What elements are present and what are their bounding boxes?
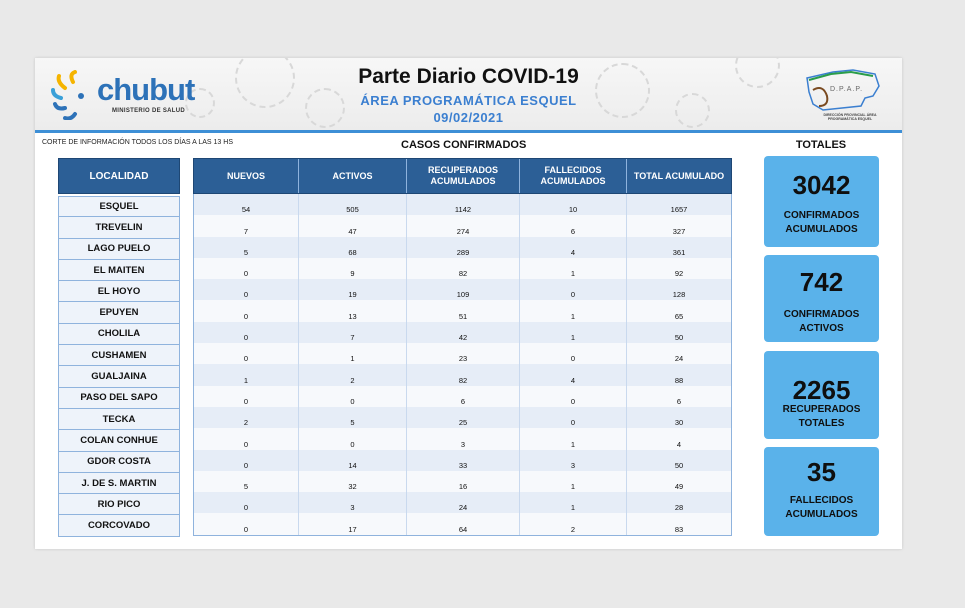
cell-total: 50: [674, 460, 684, 470]
cell-total: 49: [674, 482, 684, 492]
cell-total: 1657: [670, 205, 688, 215]
cell-recuperados: 1142: [407, 194, 520, 215]
table-row: [194, 492, 731, 513]
localidad-cell: GUALJAINA: [58, 366, 180, 387]
total-confirmados-number: 3042: [792, 170, 851, 200]
column-header-activos: ACTIVOS: [299, 159, 407, 193]
table-row: [194, 300, 731, 321]
cell-recuperados: 16: [407, 471, 520, 492]
report-page: [35, 58, 902, 549]
cell-total: 128: [672, 290, 686, 300]
cell-total: 24: [674, 354, 684, 364]
cell-activos: 5: [299, 407, 407, 428]
cell-total: 6: [676, 396, 682, 406]
localidad-cell: EL MAITEN: [58, 260, 180, 281]
localidad-cell: RIO PICO: [58, 494, 180, 515]
cell-nuevos: 0: [194, 386, 299, 407]
table-row: [194, 428, 731, 449]
total-activos-box: [764, 255, 879, 342]
cell-fallecidos: 0: [520, 386, 627, 407]
localidad-column: [58, 158, 180, 537]
total-fallecidos-label: FALLECIDOS: [789, 495, 854, 506]
cell-activos: 1: [299, 343, 407, 364]
table-row: [194, 343, 731, 364]
cell-activos: 2: [299, 364, 407, 385]
total-activos-label-2: ACTIVOS: [799, 323, 844, 334]
table-row: [194, 407, 731, 428]
total-fallecidos-number: 35: [807, 457, 836, 487]
totals-title: TOTALES: [795, 139, 847, 151]
localidad-list: [58, 196, 180, 537]
report-date: 09/02/2021: [433, 110, 504, 125]
cell-nuevos: 7: [194, 215, 299, 236]
localidad-cell: TECKA: [58, 409, 180, 430]
cell-activos: 47: [299, 215, 407, 236]
cell-recuperados: 24: [407, 492, 520, 513]
cell-recuperados: 82: [407, 258, 520, 279]
total-confirmados-label-2: ACUMULADOS: [785, 224, 858, 235]
cell-fallecidos: 4: [520, 364, 627, 385]
cell-recuperados: 64: [407, 513, 520, 534]
cell-total: 4: [676, 439, 682, 449]
cell-activos: 7: [299, 322, 407, 343]
localidad-cell: COLAN CONHUE: [58, 430, 180, 451]
cell-nuevos: 2: [194, 407, 299, 428]
cases-table-header: [193, 158, 732, 194]
cell-activos: 17: [299, 513, 407, 534]
table-row: [194, 258, 731, 279]
cell-nuevos: 0: [194, 513, 299, 534]
total-recuperados-box: [764, 351, 879, 439]
localidad-cell: CHOLILA: [58, 324, 180, 345]
cell-nuevos: 0: [194, 258, 299, 279]
cell-fallecidos: 10: [520, 194, 627, 215]
cell-total: 83: [674, 524, 684, 534]
cell-activos: 19: [299, 279, 407, 300]
cell-fallecidos: 1: [520, 322, 627, 343]
total-activos-number: 742: [799, 267, 844, 297]
table-row: [194, 450, 731, 471]
logo-subtitle: MINISTERIO DE SALUD: [112, 108, 186, 114]
cell-recuperados: 289: [407, 237, 520, 258]
cell-fallecidos: 0: [520, 343, 627, 364]
cell-nuevos: 0: [194, 492, 299, 513]
table-row: [194, 386, 731, 407]
localidad-cell: TREVELIN: [58, 217, 180, 238]
dpap-subtitle: DIRECCIÓN PROVINCIAL ÁREA PROGRAMÁTICA ESQUEL: [823, 113, 877, 121]
cell-nuevos: 0: [194, 343, 299, 364]
table-row: [194, 215, 731, 236]
cell-total: 92: [674, 269, 684, 279]
cell-nuevos: 0: [194, 428, 299, 449]
column-header-total: TOTAL ACUMULADO: [633, 170, 725, 181]
page-title: Parte Diario COVID-19: [358, 65, 579, 88]
cases-table: [193, 158, 732, 536]
column-header-nuevos: NUEVOS: [194, 159, 299, 193]
cell-nuevos: 0: [194, 300, 299, 321]
total-confirmados-label: CONFIRMADOS: [783, 210, 860, 221]
cell-recuperados: 42: [407, 322, 520, 343]
localidad-cell: J. DE S. MARTIN: [58, 473, 180, 494]
cell-fallecidos: 1: [520, 492, 627, 513]
cell-activos: 0: [299, 386, 407, 407]
localidad-cell: EPUYEN: [58, 302, 180, 323]
cell-recuperados: 51: [407, 300, 520, 321]
cell-total: 327: [672, 226, 686, 236]
total-recuperados-number: 2265: [792, 375, 851, 405]
localidad-cell: PASO DEL SAPO: [58, 388, 180, 409]
cell-total: 30: [674, 418, 684, 428]
column-header-recuperados: RECUPERADOS ACUMULADOS: [407, 159, 520, 193]
total-recuperados-label-2: TOTALES: [798, 418, 845, 429]
localidad-cell: GDOR COSTA: [58, 452, 180, 473]
cell-fallecidos: 1: [520, 258, 627, 279]
section-title: CASOS CONFIRMADOS: [401, 139, 527, 151]
report-header: [35, 58, 902, 131]
cell-fallecidos: 1: [520, 300, 627, 321]
cell-recuperados: 3: [407, 428, 520, 449]
cell-nuevos: 0: [194, 450, 299, 471]
cell-total: 28: [674, 503, 684, 513]
cell-nuevos: 5: [194, 471, 299, 492]
cell-fallecidos: 1: [520, 471, 627, 492]
total-activos-label: CONFIRMADOS: [783, 309, 860, 320]
column-header-fallecidos: FALLECIDOS ACUMULADOS: [520, 159, 627, 193]
localidad-cell: CORCOVADO: [58, 515, 180, 536]
total-fallecidos-label-2: ACUMULADOS: [785, 509, 858, 520]
cell-total: 361: [672, 247, 686, 257]
cell-total: 50: [674, 333, 684, 343]
table-row: [194, 471, 731, 492]
total-confirmados-box: [764, 156, 879, 247]
table-row: [194, 237, 731, 258]
localidad-cell: EL HOYO: [58, 281, 180, 302]
cell-activos: 0: [299, 428, 407, 449]
cell-total: 65: [674, 311, 684, 321]
localidad-cell: ESQUEL: [58, 196, 180, 217]
cell-activos: 68: [299, 237, 407, 258]
cell-recuperados: 82: [407, 364, 520, 385]
table-row: [194, 513, 731, 534]
corte-note: CORTE DE INFORMACIÓN TODOS LOS DÍAS A LAS 13 HS: [42, 139, 233, 146]
page-subtitle: ÁREA PROGRAMÁTICA ESQUEL: [360, 93, 577, 108]
cell-recuperados: 274: [407, 215, 520, 236]
cell-fallecidos: 0: [520, 279, 627, 300]
cell-nuevos: 54: [194, 194, 299, 215]
total-fallecidos-box: [764, 447, 879, 536]
cell-recuperados: 33: [407, 450, 520, 471]
table-row: [194, 322, 731, 343]
cell-activos: 505: [299, 194, 407, 215]
dpap-label: D.P.A.P.: [830, 86, 864, 93]
cell-nuevos: 0: [194, 322, 299, 343]
cell-recuperados: 23: [407, 343, 520, 364]
cell-activos: 13: [299, 300, 407, 321]
cell-fallecidos: 2: [520, 513, 627, 534]
header-divider: [35, 130, 902, 133]
cell-recuperados: 25: [407, 407, 520, 428]
cell-fallecidos: 4: [520, 237, 627, 258]
cell-fallecidos: 3: [520, 450, 627, 471]
cell-recuperados: 109: [407, 279, 520, 300]
table-row: [194, 194, 731, 215]
cell-nuevos: 1: [194, 364, 299, 385]
table-row: [194, 364, 731, 385]
cell-nuevos: 0: [194, 279, 299, 300]
cell-activos: 32: [299, 471, 407, 492]
cell-fallecidos: 0: [520, 407, 627, 428]
cell-activos: 14: [299, 450, 407, 471]
cell-total: 88: [674, 375, 684, 385]
localidad-cell: CUSHAMEN: [58, 345, 180, 366]
cases-table-body: [193, 194, 732, 536]
total-recuperados-label: RECUPERADOS: [782, 404, 861, 415]
cell-recuperados: 6: [407, 386, 520, 407]
cell-activos: 3: [299, 492, 407, 513]
localidad-cell: LAGO PUELO: [58, 239, 180, 260]
cell-nuevos: 5: [194, 237, 299, 258]
table-row: [194, 279, 731, 300]
cell-fallecidos: 1: [520, 428, 627, 449]
logo-text: chubut: [97, 72, 195, 107]
localidad-header: LOCALIDAD: [58, 158, 180, 194]
cell-fallecidos: 6: [520, 215, 627, 236]
cell-activos: 9: [299, 258, 407, 279]
